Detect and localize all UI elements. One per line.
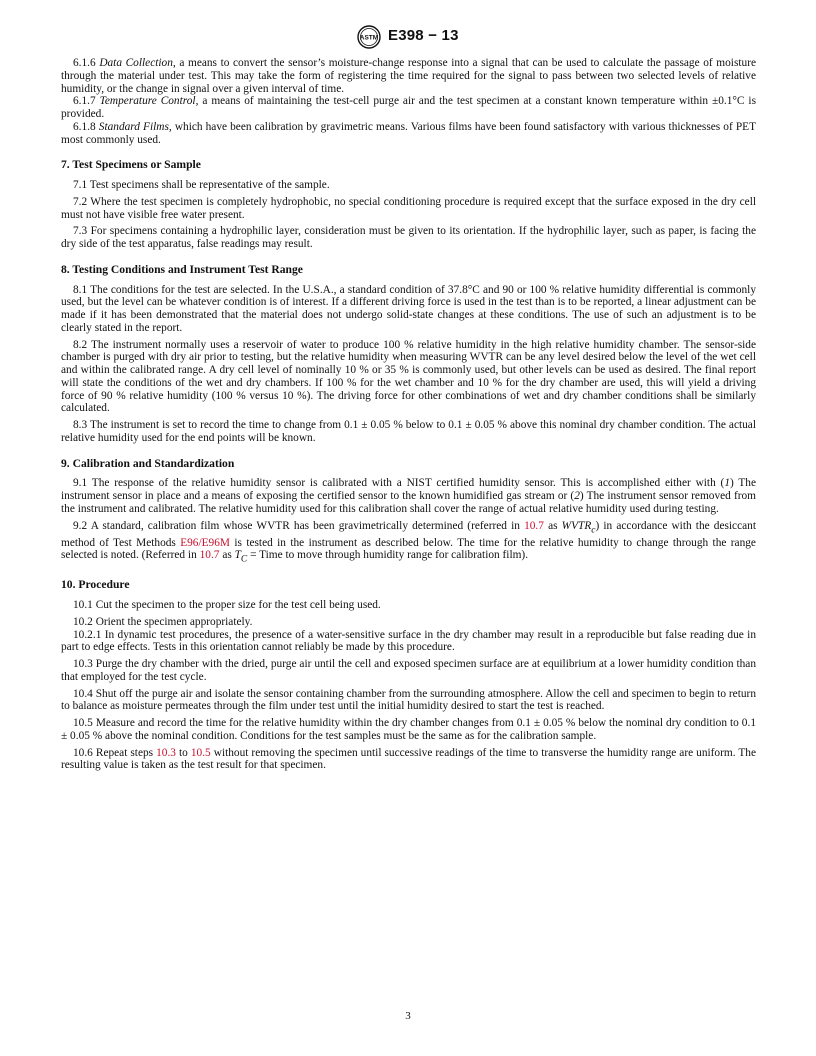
section-7-heading: 7. Test Specimens or Sample [61,158,201,172]
section-9-heading: 9. Calibration and Standardization [61,456,235,470]
paragraph-10-6: 10.6 Repeat steps 10.3 to 10.5 without removing the specimen until successive readings of the time to transverse the humidity range are uniform. The resulting value is taken as the test result for that specimen. [61,746,756,772]
ref-link-10-5[interactable]: 10.5 [190,746,211,759]
paragraph-6-1-6: 6.1.6 Data Collection, a means to convert the sensor’s moisture-change response into a signal that can be used to calculate the passage of moisture through the material under test. This may take the form of registering the time required for the signal to pass between two selected levels of relative humidity, or the change in signal over a given interval of time. [61,57,757,95]
paragraph-7-3: 7.3 For specimens containing a hydrophilic layer, consideration must be given to its orientation. If the hydrophilic layer, such as paper, is facing the dry side of the test apparatus, false readings may result. [61,225,756,250]
paragraph-10-2-1: 10.2.1 In dynamic test procedures, the presence of a water-sensitive surface in the dry chamber may result in a reproducible but false reading due in part to edge effects. Tests in this orientation cannot reliably be made by this procedure. [61,628,756,654]
paragraph-7-1: 7.1 Test specimens shall be representative of the sample. [73,179,330,191]
paragraph-10-3: 10.3 Purge the dry chamber with the dried, purge air until the cell and exposed specimen surface are at equilibrium at a lower humidity condition than that employed for the test cycle. [61,658,756,683]
paragraph-10-1: 10.1 Cut the specimen to the proper size for the test cell being used. [73,599,381,612]
document-id: E398 − 13 [388,27,459,44]
ref-link-10-7-second[interactable]: 10.7 [199,549,220,562]
paragraph-9-2: 9.2 A standard, calibration film whose WVTR has been gravimetrically determined (referred in 10.7 as $WVTR_c$) in accordance with the desiccant method of Test Methods E96/E96M is tested in the instrument as described below. The time for the relative humidity to change through the range selected is noted. (Referred in 10.7 as $T_C$ = Time to move through humidity range for calibration film). [61,519,756,565]
svg-text:ASTM: ASTM [359,34,379,42]
paragraph-8-2: 8.2 The instrument normally uses a reservoir of water to produce 100 % relative humidity in the high relative humidity chamber. The sensor-side chamber is purged with dry air prior to testing, but the relative humidity when measuring WVTR can be any level desired below the level of the wet cell and within the calibrated range. A dry cell level of nominally 10 % or 35 % is commonly used, but other levels can be used as desired. The final report will state the conditions of the wet and dry chambers. If 100 % for the wet chamber and 10 % for the dry chamber are used, this will yield a driving force of 90 % relative humidity (100 % versus 10 %). The driving force for other combinations of wet and dry chamber conditions shall be similarly calculated. [61,338,756,415]
astm-logo-icon [357,25,381,49]
ref-link-10-7[interactable]: 10.7 [524,519,544,532]
ref-link-e96[interactable]: E96/E96M [180,536,230,549]
ref-link-10-3[interactable]: 10.3 [156,746,176,759]
paragraph-6-1-8: 6.1.8 Standard Films, which have been calibration by gravimetric means. Various films have been found satisfactory with various thicknesses of PET most commonly used. [61,120,757,146]
paragraph-10-2: 10.2 Orient the specimen appropriately. [73,615,253,628]
page-body [61,57,756,772]
paragraph-6-1-7: 6.1.7 Temperature Control, a means of maintaining the test-cell purge air and the test specimen at a constant known temperature within ±0.1°C is provided. [61,95,756,120]
page-header [0,22,816,52]
paragraph-7-2: 7.2 Where the test specimen is completely hydrophobic, no special conditioning procedure is required except that the surface exposed in the dry cell must not have visible free water present. [61,195,756,221]
section-8-heading: 8. Testing Conditions and Instrument Test Range [61,262,303,276]
paragraph-10-5: 10.5 Measure and record the time for the relative humidity within the dry chamber changes from 0.1 ± 0.05 % below the nominal dry condition to 0.1 ± 0.05 % above the nominal condition. Conditions for the test samples must be the same as for the calibration sample. [61,717,756,742]
paragraph-8-1: 8.1 The conditions for the test are selected. In the U.S.A., a standard condition of 37.8°C and 90 or 100 % relative humidity differential is commonly used, but the level can be whatever condition is of interest. If a different driving force is used in the test than is to be reported, a linear adjustment can be made if it has been demonstrated that the material does not undergo solid-state changes at these conditions. The use of such an adjustment is to be clearly stated in the report. [61,283,756,334]
section-10-heading: 10. Procedure [61,578,130,592]
paragraph-8-3: 8.3 The instrument is set to record the time to change from 0.1 ± 0.05 % below to 0.1 ± 0.05 % above this nominal dry chamber condition. The actual relative humidity used for the end points will be known. [61,419,756,444]
page-number: 3 [405,1010,411,1022]
paragraph-10-4: 10.4 Shut off the purge air and isolate the sensor containing chamber from the surrounding atmosphere. Allow the cell and specimen to begin to return to balance as moisture permeates through the film under test until the initial humidity desired to start the test is reached. [61,687,756,713]
paragraph-9-1: 9.1 The response of the relative humidity sensor is calibrated with a NIST certified humidity sensor. This is accomplished either with (1) The instrument sensor in place and a means of exposing the certified sensor to the known humidified gas stream or (2) The instrument sensor removed from the instrument and calibrated. The relative humidity used for this calibration shall cover the range of actual relative humidity used during testing. [61,477,757,515]
